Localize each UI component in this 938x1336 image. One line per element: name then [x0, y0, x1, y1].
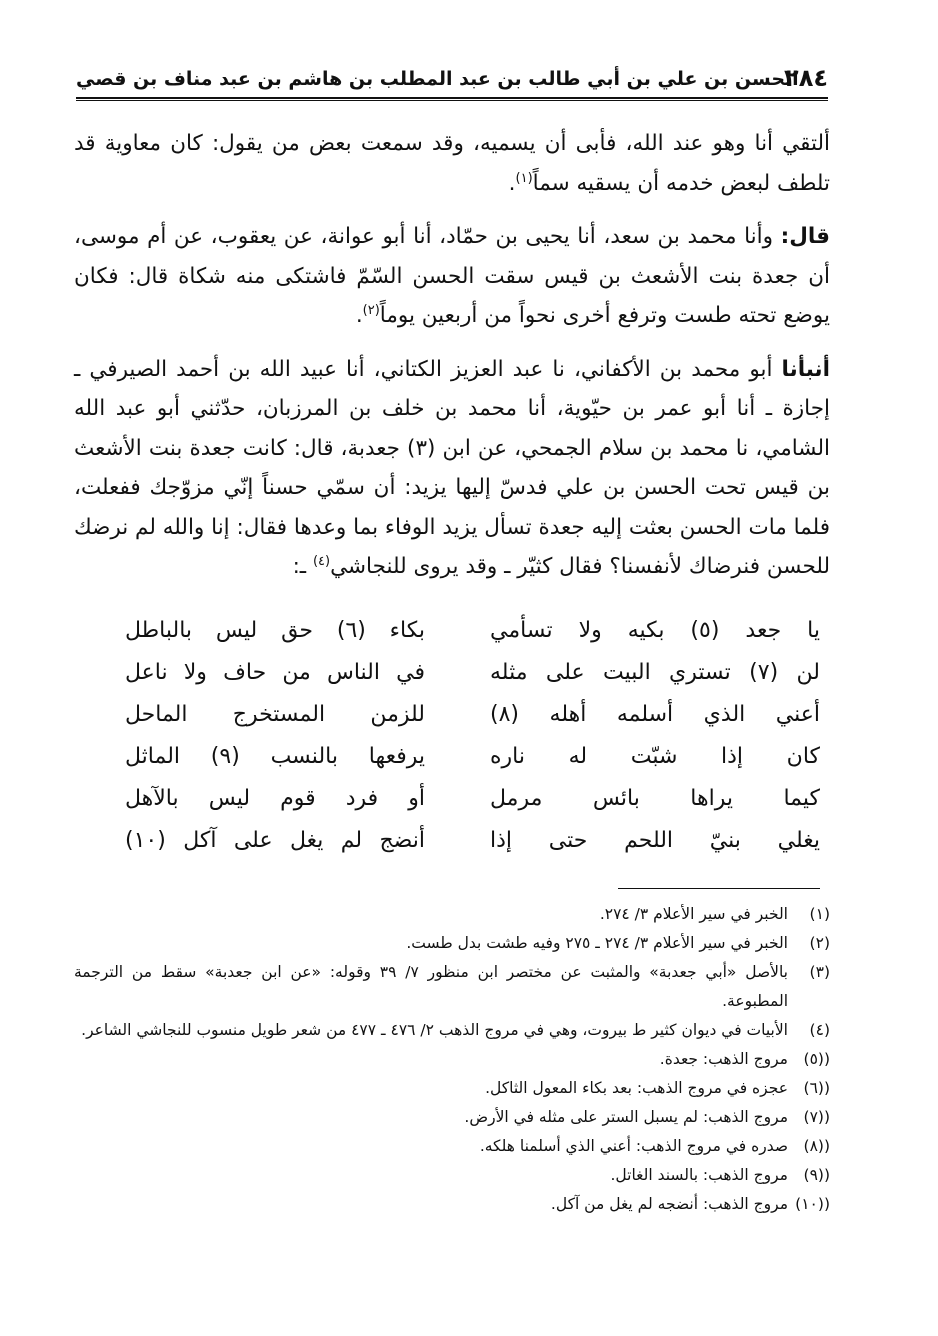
paragraph-text: أبو محمد بن الأكفاني، نا عبد العزيز الكتاني، أنا عبيد الله بن أحمد الصيرفي ـ إجازة ـ أنا أبو عمر بن حيّوية، أنا محمد بن خلف بن المرزبان، حدّثني أبو عبد الله الشامي، نا محمد بن سلام الجمحي، عن ابن (٣) جعدبة، قال: كانت جعدة بنت الأشعث بن قيس تحت الحسن بن علي فدسّ إليها يزيد: أن سمّي حسناً إنّي مزوّجك ففعلت، فلما مات الحسن بعثت إليه جعدة تسأل يزيد الوفاء بما وعدها فقال: إنا والله لم نرضك للحسن فنرضاك لأنفسنا؟ فقال كثيّر ـ وقد يروى للنجاشي [74, 356, 830, 579]
verse-second-hemistich: بكاء (٦) حق ليس بالباطل [125, 618, 425, 643]
verse-first-hemistich: أعني الذي أسلمه أهله (٨) [490, 702, 820, 727]
paragraph-lead: قال: [780, 224, 830, 249]
footnote [74, 1161, 830, 1190]
poem-verse [120, 660, 820, 702]
footnote-number: (٣) [809, 963, 830, 981]
footnotes [74, 900, 830, 1219]
running-title: الحسن بن علي بن أبي طالب بن عبد المطلب بن هاشم بن عبد مناف بن قصي [76, 68, 799, 90]
poem-verse [120, 828, 820, 870]
footnote [74, 958, 830, 1016]
footnote-text: الخبر في سير الأعلام ٣/ ٢٧٤ ـ ٢٧٥ وفيه طشت بدل طست. [406, 934, 788, 952]
footnote-number: ((٩) [803, 1166, 830, 1184]
poem-verse [120, 786, 820, 828]
paragraph [74, 124, 830, 203]
poem-verse [120, 744, 820, 786]
verse-first-hemistich: كان إذا شبّت له ناره [490, 744, 820, 769]
poem-verse [120, 618, 820, 660]
footnote-text: الأبيات في ديوان كثير ط بيروت، وهي في مروج الذهب ٢/ ٤٧٦ ـ ٤٧٧ من شعر طويل منسوب للنجاشي الشاعر. [81, 1021, 788, 1039]
footnote-ref: (١) [515, 170, 533, 186]
paragraph-text: ألتقي أنا وهو عند الله، فأبى أن يسميه، وقد سمعت بعض من يقول: كان معاوية قد تلطف لبعض خدمه أن يسقيه سماً [74, 131, 830, 196]
footnote-text: مروج الذهب: أنضجه لم يغل من آكل. [550, 1195, 788, 1213]
footnote [74, 1074, 830, 1103]
page-header [76, 64, 828, 96]
footnote [74, 1016, 830, 1045]
main-text [74, 124, 830, 601]
page-number: ٢٨٤ [784, 64, 828, 92]
paragraph-end: . [508, 170, 516, 196]
verse-first-hemistich: يا جعد (٥) بكيه ولا تسأمي [490, 618, 820, 643]
poem [120, 618, 820, 870]
footnote-number: ((٨) [803, 1137, 830, 1155]
footnote-number: (٤) [809, 1021, 830, 1039]
footnote-ref: (٤) [312, 553, 331, 569]
poem-verse [120, 702, 820, 744]
footnote-text: مروج الذهب: لم يسبل الستر على مثله في الأرض. [464, 1108, 788, 1126]
verse-second-hemistich: يرفعها بالنسب (٩) الماثل [125, 744, 425, 769]
paragraph-text: وأنا محمد بن سعد، أنا يحيى بن حمّاد، أنا أبو عوانة، عن يعقوب، عن أم موسى، أن جعدة بنت الأشعث بن قيس سقت الحسن السّمّ فاشتكى منه شكاة قال: فكان يوضع تحته طست وترفع أخرى نحواً من أربعين يوماً [74, 224, 830, 328]
footnote-ref: (٢) [362, 302, 380, 318]
footnote-text: صدره في مروج الذهب: أعني الذي أسلمنا هلكه. [479, 1137, 788, 1155]
footnote [74, 900, 830, 929]
paragraph-end: ـ: [292, 554, 313, 579]
footnote-text: الخبر في سير الأعلام ٣/ ٢٧٤. [599, 905, 788, 923]
footnote-text: بالأصل «أبي جعدبة» والمثبت عن مختصر ابن منظور ٧/ ٣٩ وقوله: «عن ابن جعدبة» سقط من الترجمة المطبوعة. [74, 963, 788, 1010]
verse-first-hemistich: يغلي بنيّ اللحم حتى إذا [490, 828, 820, 853]
verse-second-hemistich: أو فرد قوم ليس بالآهل [125, 786, 425, 811]
footnote-separator [618, 888, 820, 889]
footnote-number: ((٥) [803, 1050, 830, 1068]
header-rule [76, 97, 828, 99]
verse-second-hemistich: أنضج لم يغل على آكل (١٠) [125, 828, 425, 853]
verse-second-hemistich: في الناس من حاف ولا ناعل [125, 660, 425, 685]
footnote-text: عجزه في مروج الذهب: بعد بكاء المعول الثاكل. [485, 1079, 788, 1097]
header-rule-thin [76, 100, 828, 101]
paragraph-end: . [355, 303, 363, 328]
footnote-text: مروج الذهب: جعدة. [659, 1050, 788, 1068]
verse-first-hemistich: كيما يراها بائس مرمل [490, 786, 820, 811]
footnote-number: ((٧) [803, 1108, 830, 1126]
footnote-number: ((١٠) [795, 1195, 830, 1213]
paragraph [74, 350, 830, 587]
footnote [74, 1132, 830, 1161]
footnote [74, 929, 830, 958]
footnote-number: (٢) [809, 934, 830, 952]
verse-first-hemistich: لن (٧) تستري البيت على مثله [490, 660, 820, 685]
footnote [74, 1190, 830, 1219]
footnote-number: ((٦) [803, 1079, 830, 1097]
footnote-number: (١) [809, 905, 830, 923]
verse-second-hemistich: للزمن المستخرج الماحل [125, 702, 425, 727]
footnote [74, 1045, 830, 1074]
paragraph [74, 217, 830, 336]
footnote-text: مروج الذهب: بالسند الغاتل. [610, 1166, 788, 1184]
footnote [74, 1103, 830, 1132]
paragraph-lead: أنبأنا [781, 356, 830, 382]
